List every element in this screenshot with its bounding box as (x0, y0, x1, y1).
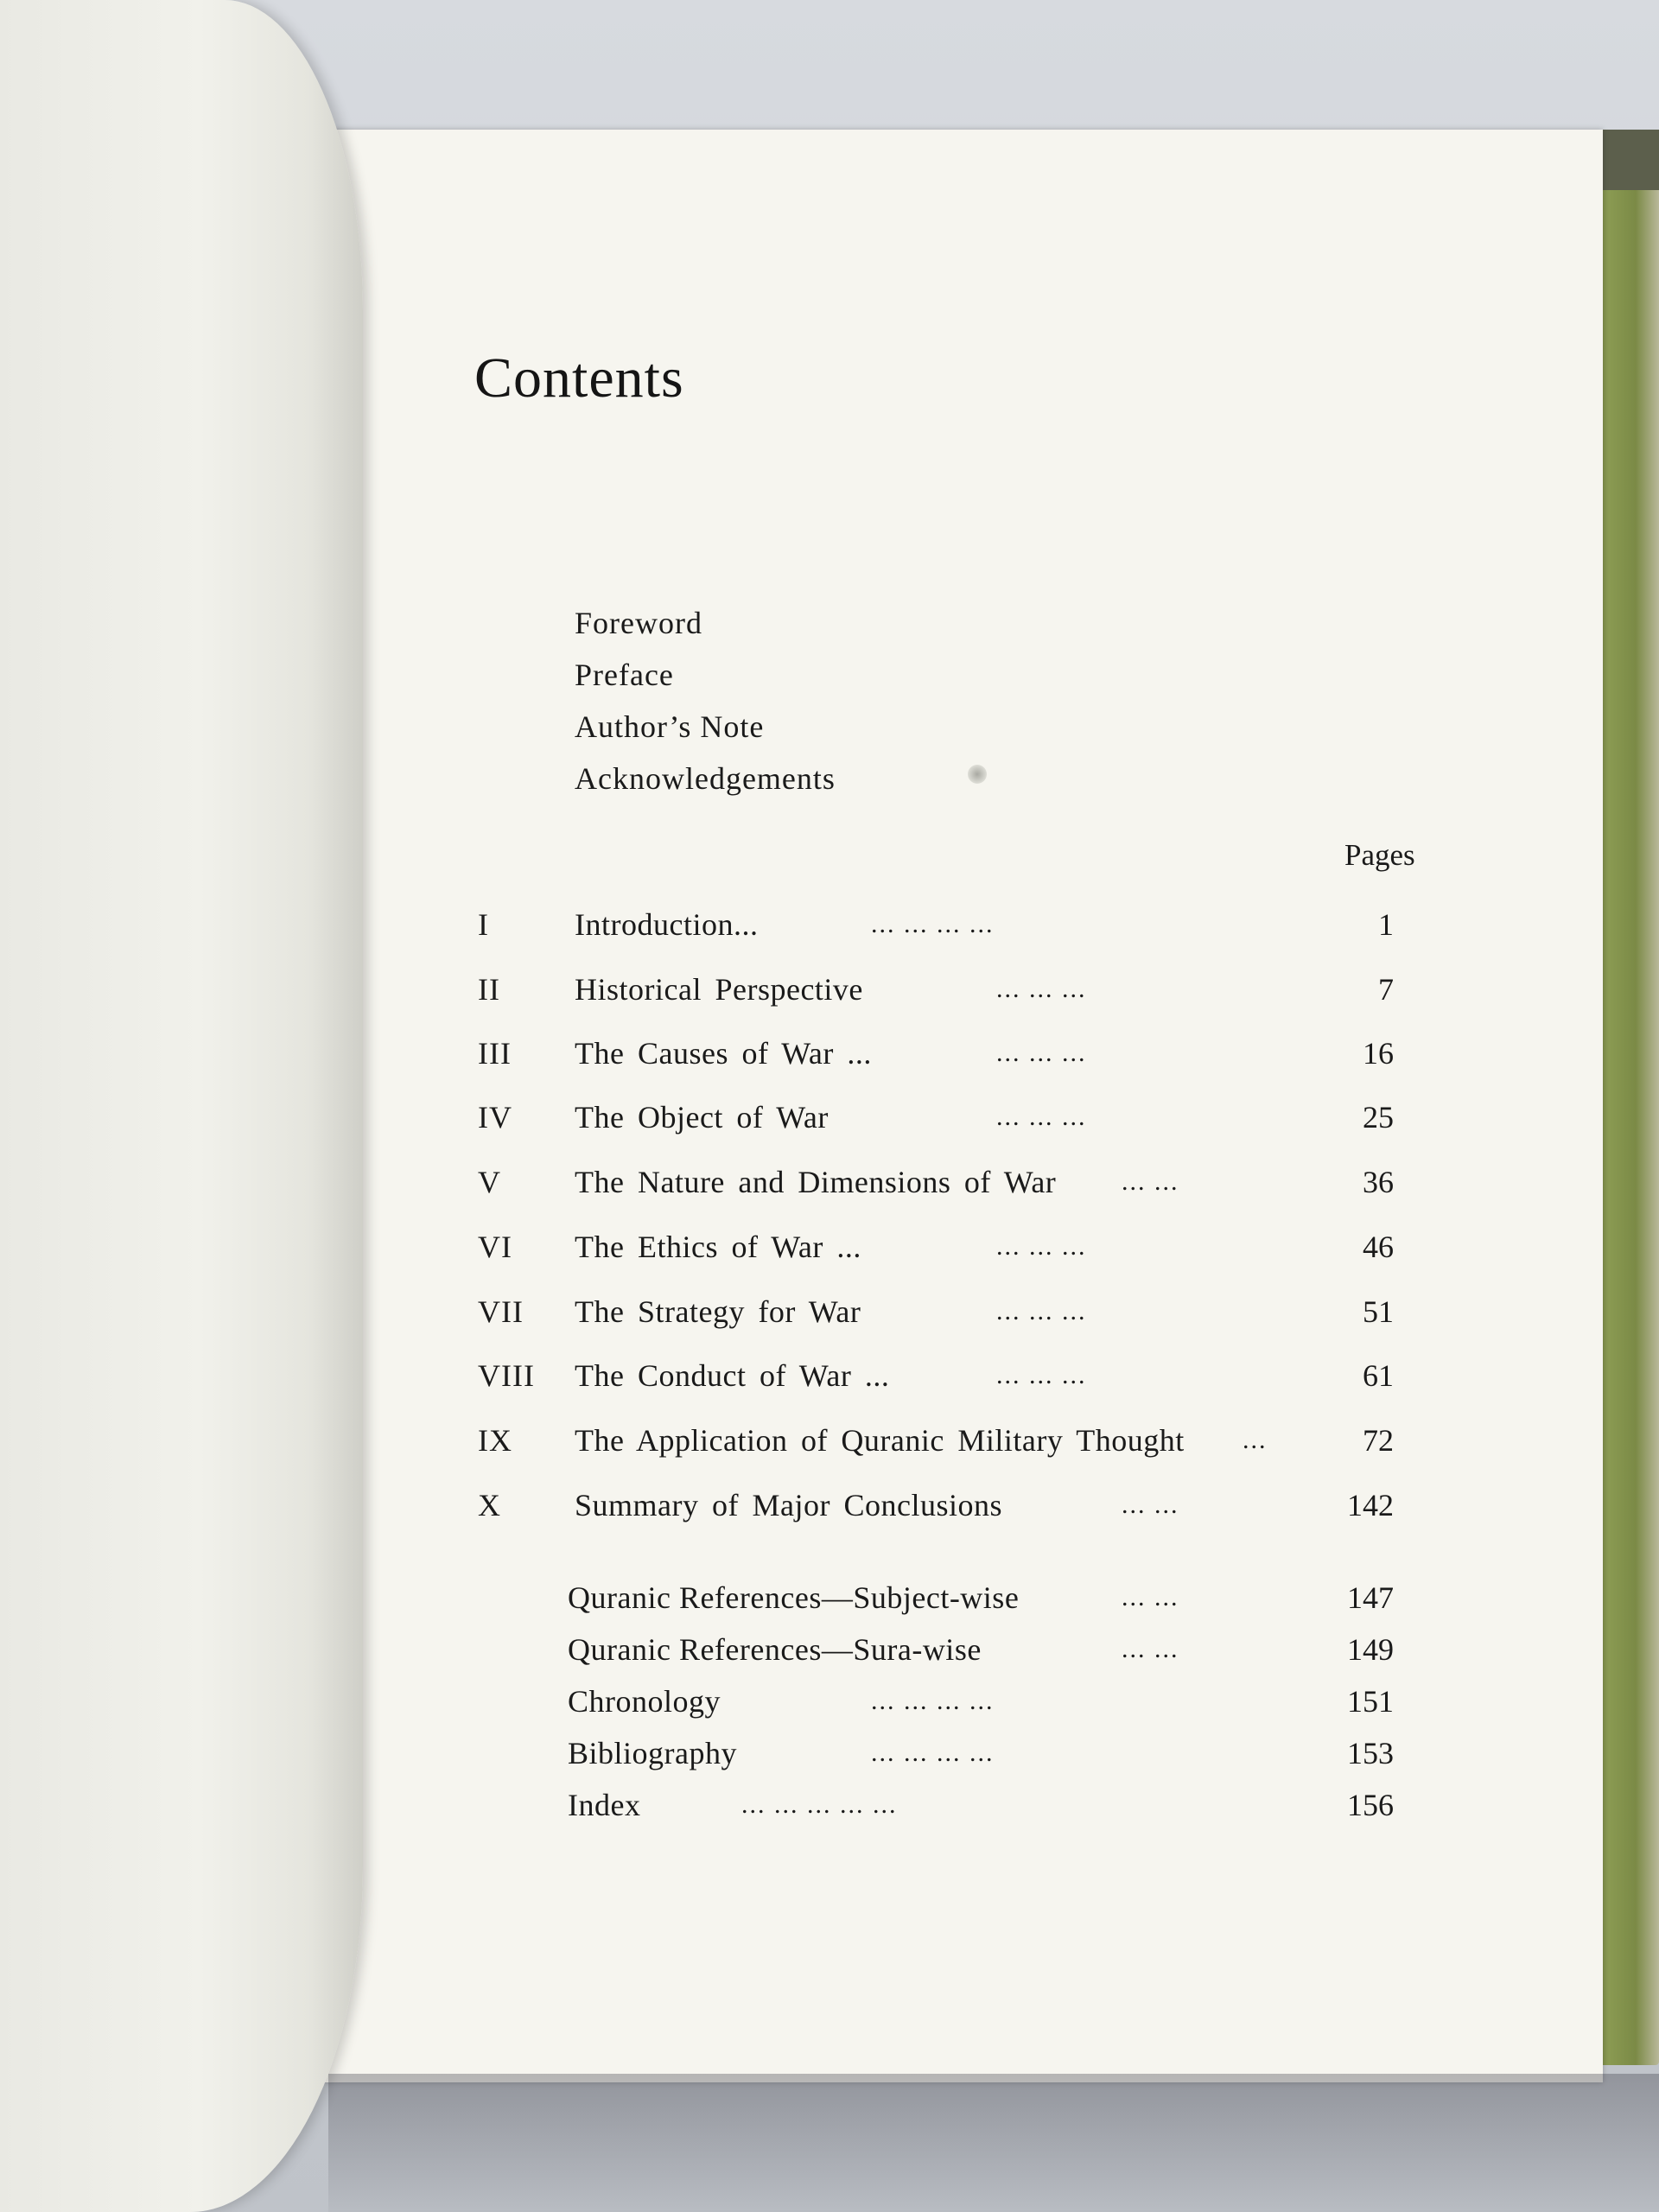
chapter-number: III (478, 1036, 512, 1071)
chapter-row (478, 903, 1394, 946)
chapter-title: The Conduct of War ... (575, 1358, 890, 1393)
back-matter-page: 147 (1347, 1580, 1394, 1615)
back-matter-page: 156 (1347, 1788, 1394, 1822)
dot-leader: ... ... (1122, 1167, 1179, 1196)
dot-leader: ... ... ... (996, 1039, 1087, 1067)
back-matter-row (478, 1783, 1394, 1827)
dot-leader: ... ... ... (996, 1297, 1087, 1325)
paper-stain (968, 765, 987, 784)
dot-leader: ... ... (1122, 1583, 1179, 1611)
chapter-page: 51 (1363, 1294, 1394, 1329)
back-matter-page: 153 (1347, 1736, 1394, 1770)
chapter-page: 142 (1347, 1488, 1394, 1522)
dot-leader: ... ... ... ... ... (741, 1790, 898, 1819)
chapter-number: VII (478, 1294, 524, 1329)
chapter-title: The Nature and Dimensions of War (575, 1165, 1057, 1199)
chapter-title: Historical Perspective (575, 972, 863, 1007)
chapter-row (478, 1160, 1394, 1204)
back-matter-page: 151 (1347, 1684, 1394, 1719)
chapter-title: The Causes of War ... (575, 1036, 872, 1071)
page-shadow (328, 2074, 1659, 2212)
pages-column-header: Pages (1344, 838, 1415, 872)
chapter-number: I (478, 907, 489, 942)
back-matter-row (478, 1680, 1394, 1723)
back-matter-row (478, 1732, 1394, 1775)
dot-leader: ... ... ... (996, 1232, 1087, 1261)
back-matter-row (478, 1576, 1394, 1619)
chapter-title: The Ethics of War ... (575, 1230, 861, 1264)
chapter-page: 61 (1363, 1358, 1394, 1393)
back-matter-title: Bibliography (568, 1736, 737, 1770)
chapter-page: 16 (1363, 1036, 1394, 1071)
back-matter-title: Chronology (568, 1684, 721, 1719)
dot-leader: ... (1243, 1426, 1268, 1454)
chapter-title: The Object of War (575, 1100, 829, 1135)
chapter-page: 72 (1363, 1423, 1394, 1458)
front-matter-item: Author’s Note (575, 709, 765, 744)
front-matter-list (575, 603, 836, 810)
back-matter-title: Quranic References—Subject-wise (568, 1580, 1020, 1615)
chapter-title: Summary of Major Conclusions (575, 1488, 1002, 1522)
dot-leader: ... ... ... (996, 975, 1087, 1003)
chapter-number: X (478, 1488, 501, 1522)
chapter-row (478, 1354, 1394, 1397)
chapter-page: 36 (1363, 1165, 1394, 1199)
chapter-row (478, 1290, 1394, 1333)
chapter-page: 1 (1378, 907, 1394, 942)
dot-leader: ... ... ... ... (871, 1687, 995, 1715)
chapter-row (478, 1096, 1394, 1139)
chapter-title: The Strategy for War (575, 1294, 861, 1329)
chapter-number: IV (478, 1100, 512, 1135)
chapter-page: 25 (1363, 1100, 1394, 1135)
chapter-row (478, 1032, 1394, 1075)
chapter-number: V (478, 1165, 501, 1199)
chapter-number: VIII (478, 1358, 535, 1393)
show-through-text (1171, 488, 1184, 548)
dot-leader: ... ... ... (996, 1103, 1087, 1131)
chapter-row (478, 1225, 1394, 1268)
front-matter-item: Foreword (575, 606, 702, 640)
chapter-page: 7 (1378, 972, 1394, 1007)
front-matter-item: Acknowledgements (575, 761, 836, 796)
front-matter-item: Preface (575, 658, 674, 692)
chapter-title: Introduction... (575, 907, 759, 942)
chapter-title: The Application of Quranic Military Thought (575, 1423, 1185, 1458)
chapter-row (478, 1419, 1394, 1462)
chapter-number: II (478, 972, 500, 1007)
back-matter-title: Index (568, 1788, 641, 1822)
chapter-row (478, 1484, 1394, 1527)
page-title: Contents (474, 346, 684, 410)
facing-page-curl (0, 0, 363, 2212)
chapter-row (478, 968, 1394, 1011)
dot-leader: ... ... ... ... (871, 910, 995, 938)
back-matter-title: Quranic References—Sura-wise (568, 1632, 982, 1667)
chapter-page: 46 (1363, 1230, 1394, 1264)
back-matter-row (478, 1628, 1394, 1671)
dot-leader: ... ... ... (996, 1361, 1087, 1389)
back-matter-page: 149 (1347, 1632, 1394, 1667)
chapter-number: IX (478, 1423, 512, 1458)
dot-leader: ... ... (1122, 1491, 1179, 1519)
dot-leader: ... ... (1122, 1635, 1179, 1663)
chapter-number: VI (478, 1230, 512, 1264)
dot-leader: ... ... ... ... (871, 1738, 995, 1767)
